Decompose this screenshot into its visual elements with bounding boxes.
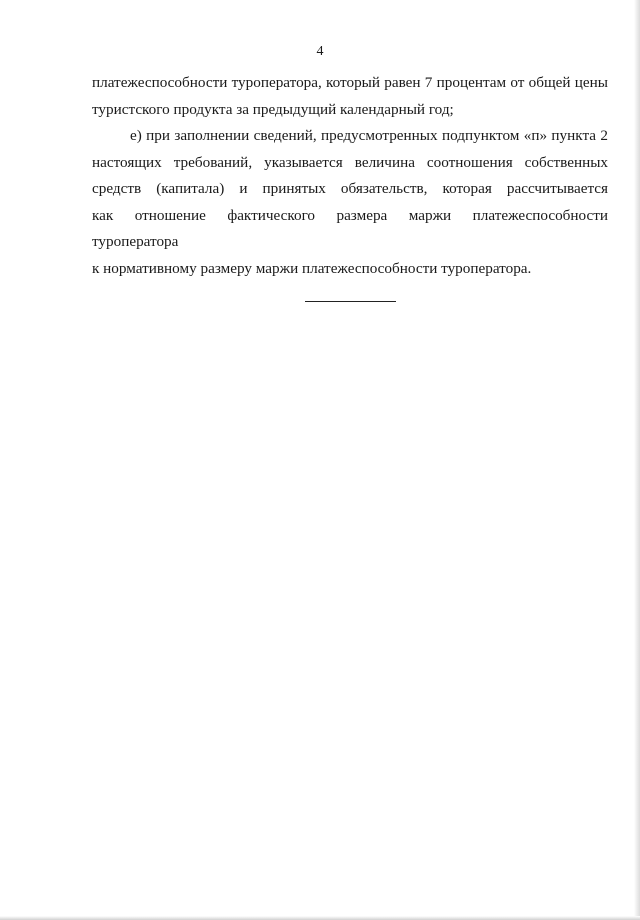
page-number: 4	[316, 44, 324, 59]
text-line-1: платежеспособности туроператора, который равен 7 процентам от общей цены	[92, 74, 608, 91]
text-line-4: настоящих требований, указывается величина соотношения собственных	[92, 153, 608, 171]
text-line-5: средств (капитала) и принятых обязательств, которая рассчитывается	[92, 180, 608, 197]
text-line-3: е) при заполнении сведений, предусмотренных подпунктом «п» пункта 2	[130, 127, 608, 144]
scan-edge-shadow	[634, 0, 640, 920]
closing-rule	[305, 301, 396, 302]
text-line-6: как отношение фактического размера маржи платежеспособности туроператора	[92, 206, 608, 250]
text-line-2: туристского продукта за предыдущий календарный год;	[92, 100, 454, 118]
scan-bottom-shadow	[0, 916, 640, 920]
document-body	[92, 70, 608, 282]
text-line-7: к нормативному размеру маржи платежеспособности туроператора.	[92, 259, 532, 277]
